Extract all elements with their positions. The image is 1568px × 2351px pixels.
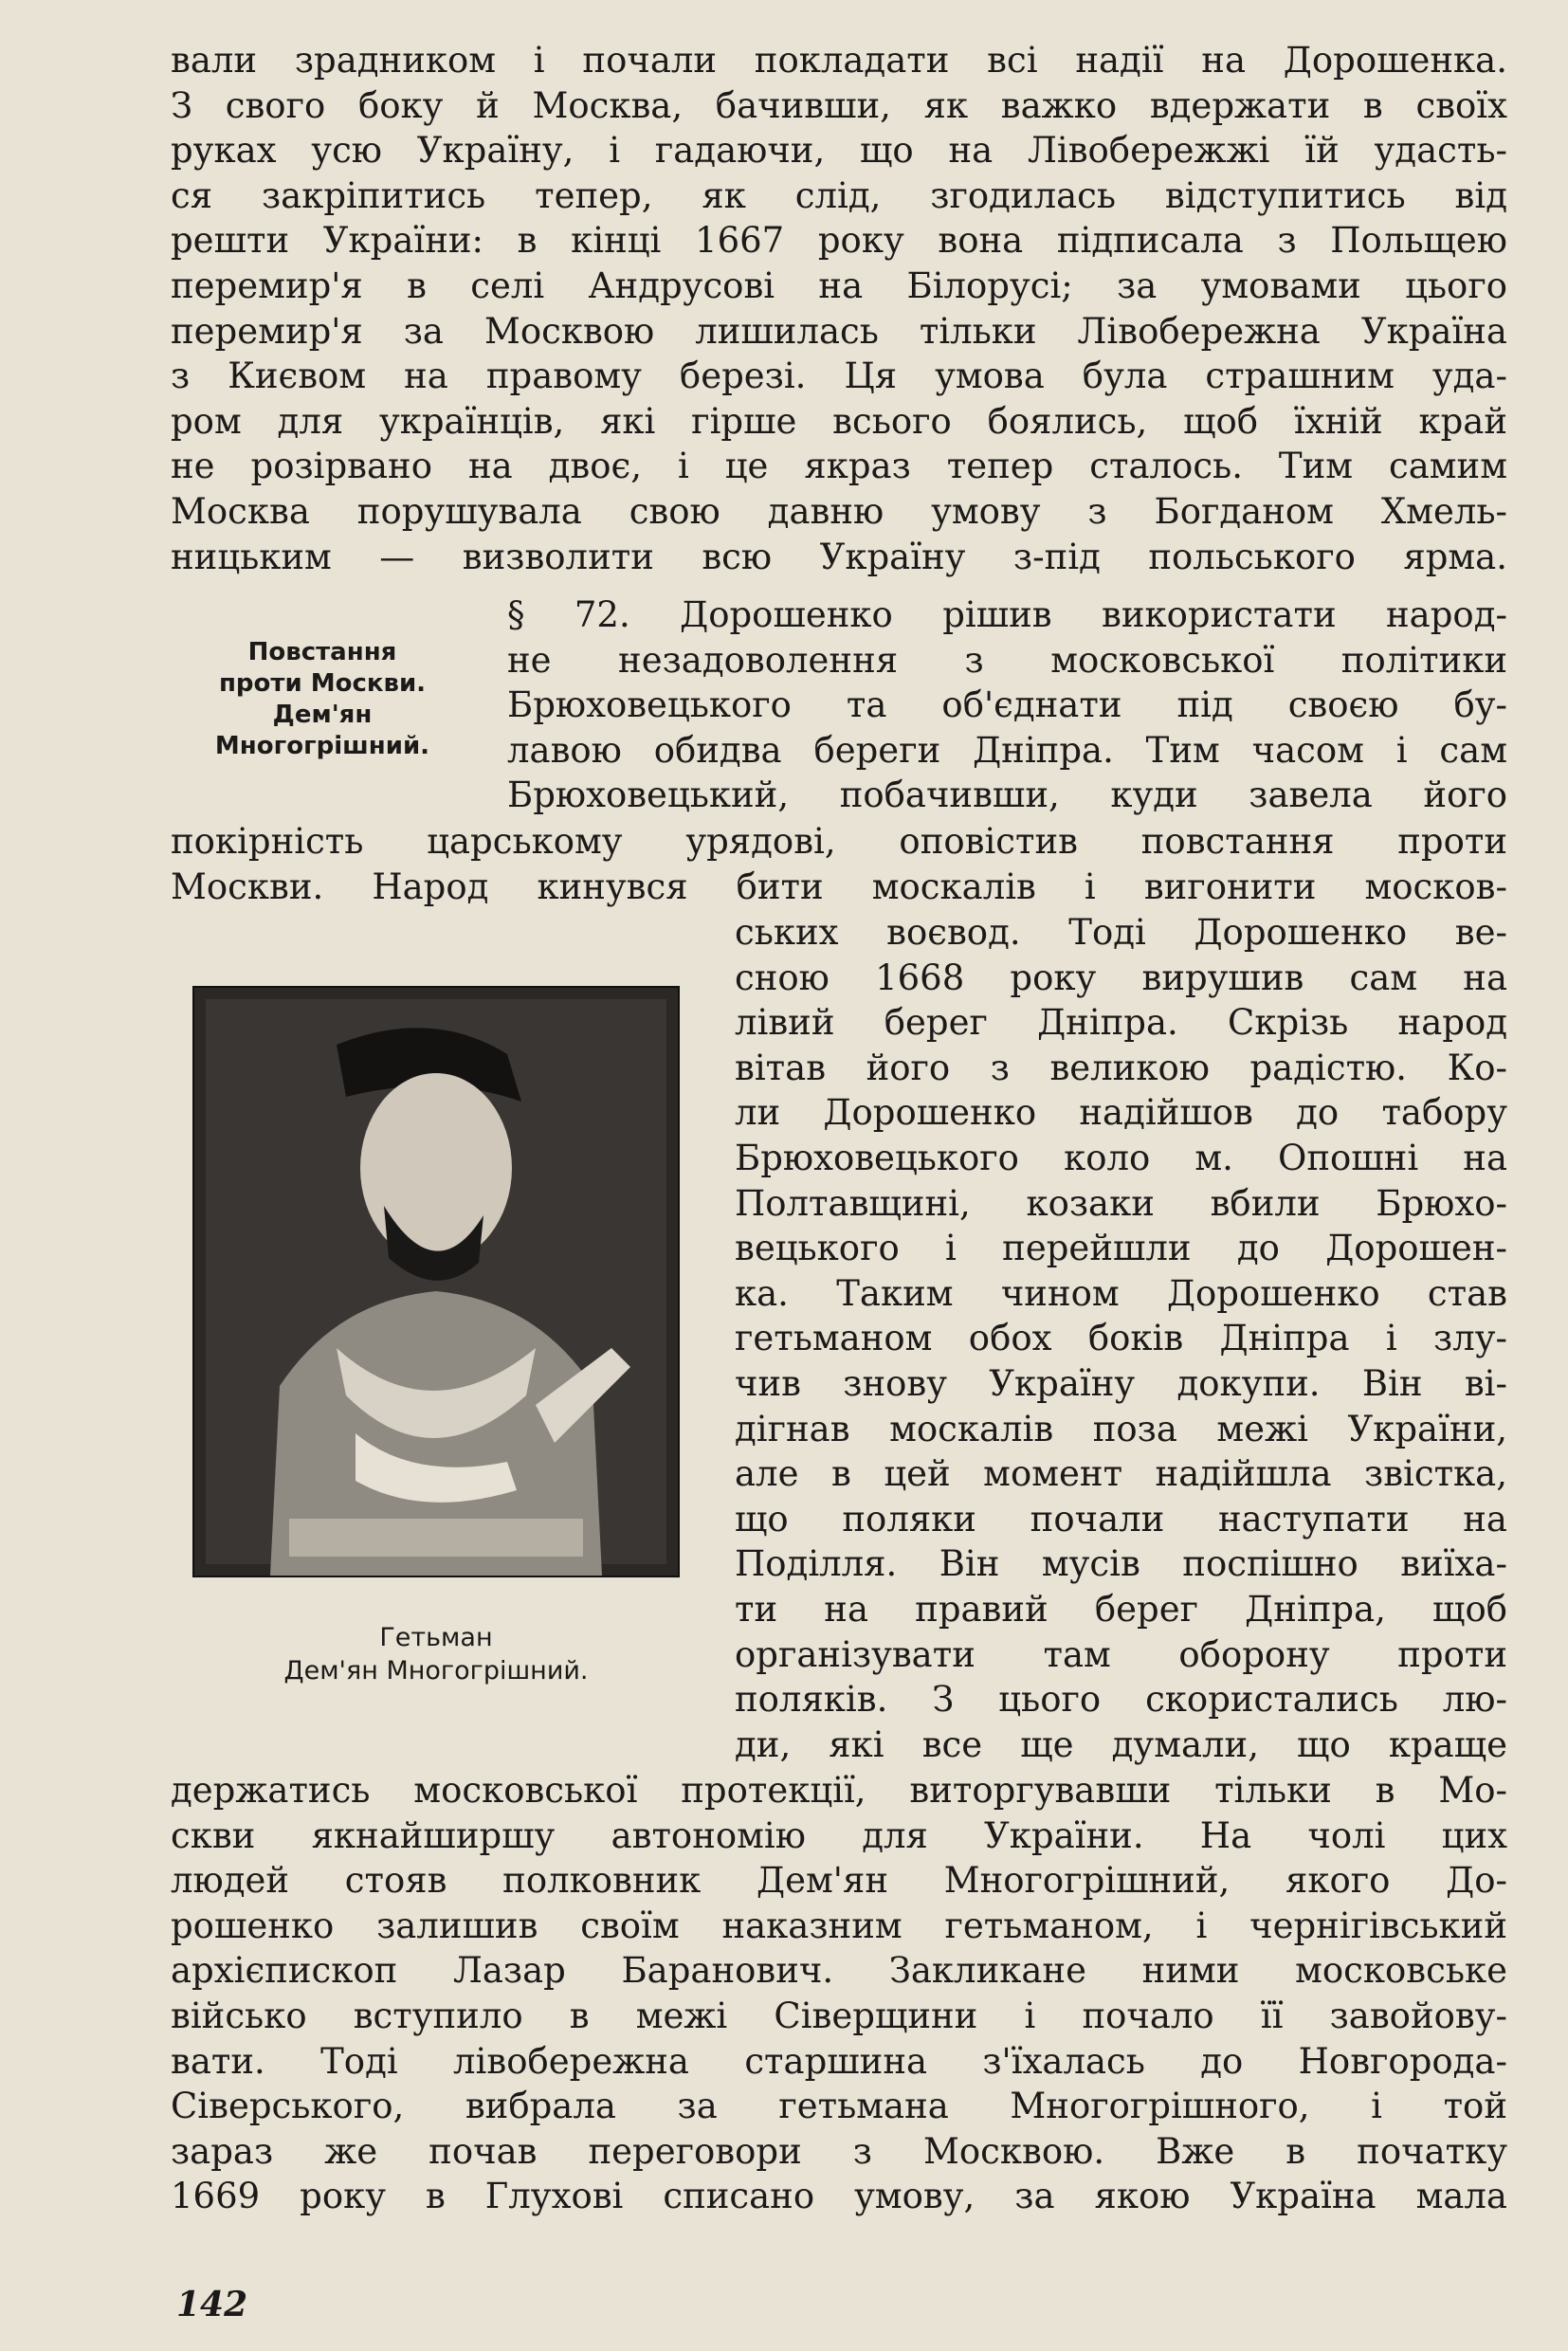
text-line: руках усю Україну, і гадаючи, що на Лівобережжі їй удасть- <box>171 130 1507 172</box>
text-line: Полтавщині, козаки вбили Брюхо- <box>735 1182 1507 1224</box>
caption-line: Гетьман <box>379 1623 493 1652</box>
text-line: лівий берег Дніпра. Скрізь народ <box>735 1002 1507 1044</box>
text-line: людей стояв полковник Дем'ян Многогрішний, якого До- <box>171 1860 1507 1902</box>
text-line: організувати там оборону проти <box>735 1633 1507 1675</box>
text-line: зараз же почав переговори з Москвою. Вже в початку <box>171 2130 1507 2172</box>
text-line: рошенко залишив своїм наказним гетьманом, і чернігівський <box>171 1904 1507 1946</box>
text-line: решти України: в кінці 1667 року вона підписала з Польщею <box>171 220 1507 262</box>
text-line: Москва порушувала свою давню умову з Богданом Хмель- <box>171 490 1507 532</box>
text-line: Брюховецького та об'єднати під своєю бу- <box>507 684 1507 726</box>
text-line: з Києвом на правому березі. Ця умова була страшним уда- <box>171 355 1507 397</box>
text-line: покірність царському урядові, оповістив повстання проти <box>171 821 1507 862</box>
text-line: поляків. З цього скористались лю- <box>735 1679 1507 1721</box>
paragraph-block-2a <box>507 592 1507 818</box>
text-line: не розірвано на двоє, і це якраз тепер сталось. Тим самим <box>171 446 1507 487</box>
side-heading-line: проти Москви. <box>218 669 427 698</box>
text-line: Брюховецький, побачивши, куди завела його <box>507 775 1507 816</box>
side-heading-line: Повстання <box>247 638 397 666</box>
text-line: ди, які все ще думали, що краще <box>735 1723 1507 1765</box>
text-line: військо вступило в межі Сіверщини і почало її завойову- <box>171 1995 1507 2036</box>
text-line: гетьманом обох боків Дніпра і злу- <box>735 1318 1507 1359</box>
text-line: ських воєвод. Тоді Дорошенко ве- <box>735 912 1507 953</box>
text-line: вітав його з великою радістю. Ко- <box>735 1047 1507 1088</box>
text-line: не незадоволення з московської політики <box>507 639 1507 681</box>
text-line: архієпископ Лазар Баранович. Закликане ними московське <box>171 1950 1507 1992</box>
text-line: вати. Тоді лівобережна старшина з'їхалась до Новгорода- <box>171 2040 1507 2082</box>
text-line: держатись московської протекції, виторгувавши тільки в Мо- <box>171 1770 1507 1811</box>
text-line: скви якнайширшу автономію для України. На чолі цих <box>171 1814 1507 1856</box>
side-heading-line: Многогрішний. <box>214 732 430 760</box>
section-side-heading <box>171 637 474 762</box>
text-line: § 72. Дорошенко рішив використати народ- <box>507 594 1507 635</box>
side-heading-line: Дем'ян <box>272 701 373 729</box>
text-line: Брюховецького коло м. Опошні на <box>735 1137 1507 1178</box>
text-line: 1669 року в Глухові списано умову, за якою Україна мала <box>171 2176 1507 2217</box>
portrait-image <box>192 986 680 1577</box>
text-line: ли Дорошенко надійшов до табору <box>735 1092 1507 1134</box>
page-number: 142 <box>176 2285 248 2324</box>
text-line: Поділля. Він мусів поспішно виїха- <box>735 1543 1507 1585</box>
text-line: ся закріпитись тепер, як слід, згодилась відступитись від <box>171 174 1507 216</box>
text-line: ром для українців, які гірше всього боялись, щоб їхній край <box>171 400 1507 442</box>
paragraph-block-1 <box>171 38 1507 579</box>
text-line: вецького і перейшли до Дорошен- <box>735 1228 1507 1269</box>
paragraph-block-2d <box>171 1768 1507 2219</box>
paragraph-block-2b <box>171 819 1507 909</box>
text-line: Сіверського, вибрала за гетьмана Многогрішного, і той <box>171 2086 1507 2127</box>
text-line: сною 1668 року вирушив сам на <box>735 957 1507 998</box>
text-line: З свого боку й Москва, бачивши, як важко вдержати в своїх <box>171 84 1507 126</box>
text-line: чив знову Україну докупи. Він ві- <box>735 1362 1507 1404</box>
portrait-caption <box>171 1621 702 1687</box>
text-line: ницьким — визволити всю Україну з-під польського ярма. <box>171 536 1507 577</box>
caption-line: Дем'ян Многогрішний. <box>283 1656 589 1686</box>
text-line: але в цей момент надійшла звістка, <box>735 1453 1507 1495</box>
paragraph-block-2c <box>735 910 1507 1767</box>
text-line: перемир'я в селі Андрусові на Білорусі; за умовами цього <box>171 264 1507 306</box>
text-line: ти на правий берег Дніпра, щоб <box>735 1588 1507 1630</box>
text-line: дігнав москалів поза межі України, <box>735 1408 1507 1449</box>
text-line: вали зрадником і почали покладати всі надії на Дорошенка. <box>171 40 1507 81</box>
hetman-portrait-icon <box>194 988 678 1576</box>
text-line: перемир'я за Москвою лишилась тільки Лівобережна Україна <box>171 310 1507 352</box>
text-line: що поляки почали наступати на <box>735 1498 1507 1540</box>
text-line: Москви. Народ кинувся бити москалів і вигонити москов- <box>171 866 1507 907</box>
text-line: лавою обидва береги Дніпра. Тим часом і сам <box>507 729 1507 771</box>
text-line: ка. Таким чином Дорошенко став <box>735 1272 1507 1314</box>
